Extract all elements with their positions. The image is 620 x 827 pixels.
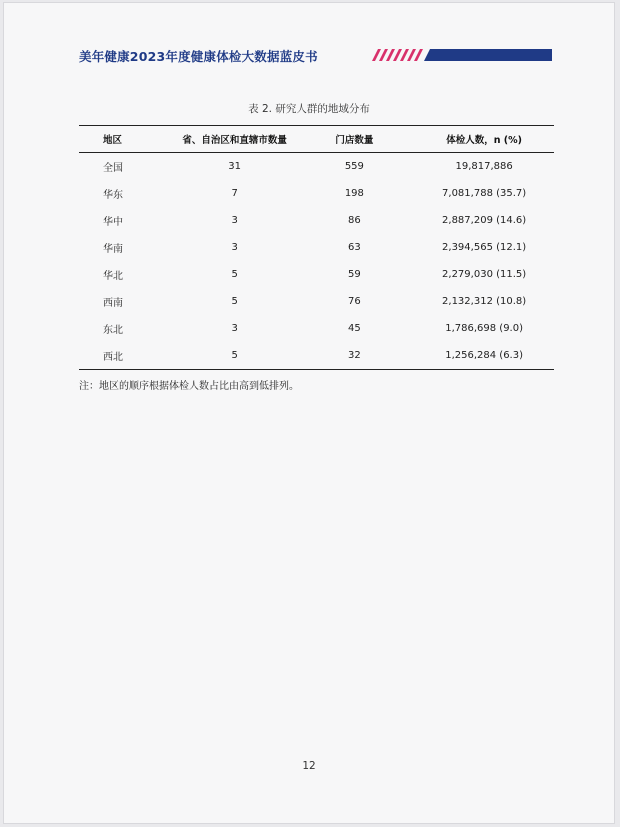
column-header-region: 地区	[79, 126, 175, 153]
table-row	[79, 207, 554, 234]
table-row	[79, 180, 554, 207]
cell-stores: 86	[348, 215, 361, 226]
page-number: 12	[302, 760, 316, 772]
cell-examinees: 7,081,788 (35.7)	[442, 188, 527, 199]
cell-examinees: 1,256,284 (6.3)	[414, 342, 554, 370]
cell-region: 华南	[103, 244, 123, 255]
cell-provinces: 5	[231, 269, 238, 280]
cell-examinees: 2,132,312 (10.8)	[442, 296, 527, 307]
table-header-row	[79, 126, 554, 153]
cell-region: 华东	[103, 190, 123, 201]
table-note: 注：地区的顺序根据体检人数占比由高到低排列。	[79, 381, 299, 392]
cell-provinces: 3	[231, 323, 238, 334]
cell-region: 华中	[103, 217, 123, 228]
header-decoration	[368, 49, 552, 61]
column-header-examinees: 体检人数，n (%)	[414, 126, 554, 153]
cell-examinees: 2,394,565 (12.1)	[442, 242, 527, 253]
cell-region: 东北	[103, 325, 123, 336]
cell-stores: 59	[348, 269, 361, 280]
cell-stores: 198	[344, 188, 364, 199]
cell-region: 西南	[103, 298, 123, 309]
cell-provinces: 31	[228, 161, 242, 172]
cell-provinces: 5	[175, 342, 295, 370]
cell-provinces: 5	[231, 296, 238, 307]
cell-provinces: 7	[231, 188, 238, 199]
cell-examinees: 19,817,886	[455, 161, 513, 172]
document-page	[3, 2, 615, 824]
table-row	[79, 288, 554, 315]
table-row	[79, 153, 554, 181]
cell-stores: 32	[295, 342, 415, 370]
cell-provinces: 3	[231, 242, 238, 253]
column-header-stores: 门店数量	[295, 126, 415, 153]
table-row	[79, 315, 554, 342]
table-row	[79, 342, 554, 370]
column-header-provinces: 省、自治区和直辖市数量	[175, 126, 295, 153]
region-distribution-table	[79, 125, 554, 370]
cell-examinees: 2,279,030 (11.5)	[442, 269, 527, 280]
table-caption: 表 2. 研究人群的地域分布	[248, 103, 370, 115]
cell-stores: 45	[348, 323, 361, 334]
report-title: 美年健康2023年度健康体检大数据蓝皮书	[79, 49, 318, 64]
cell-region: 华北	[103, 271, 123, 282]
cell-stores: 76	[348, 296, 361, 307]
cell-examinees: 2,887,209 (14.6)	[442, 215, 527, 226]
cell-stores: 63	[348, 242, 361, 253]
table-row	[79, 234, 554, 261]
table-row	[79, 261, 554, 288]
cell-region: 全国	[103, 163, 123, 174]
cell-examinees: 1,786,698 (9.0)	[445, 323, 523, 334]
cell-provinces: 3	[231, 215, 238, 226]
cell-stores: 559	[344, 161, 364, 172]
cell-region: 西北	[79, 342, 175, 370]
